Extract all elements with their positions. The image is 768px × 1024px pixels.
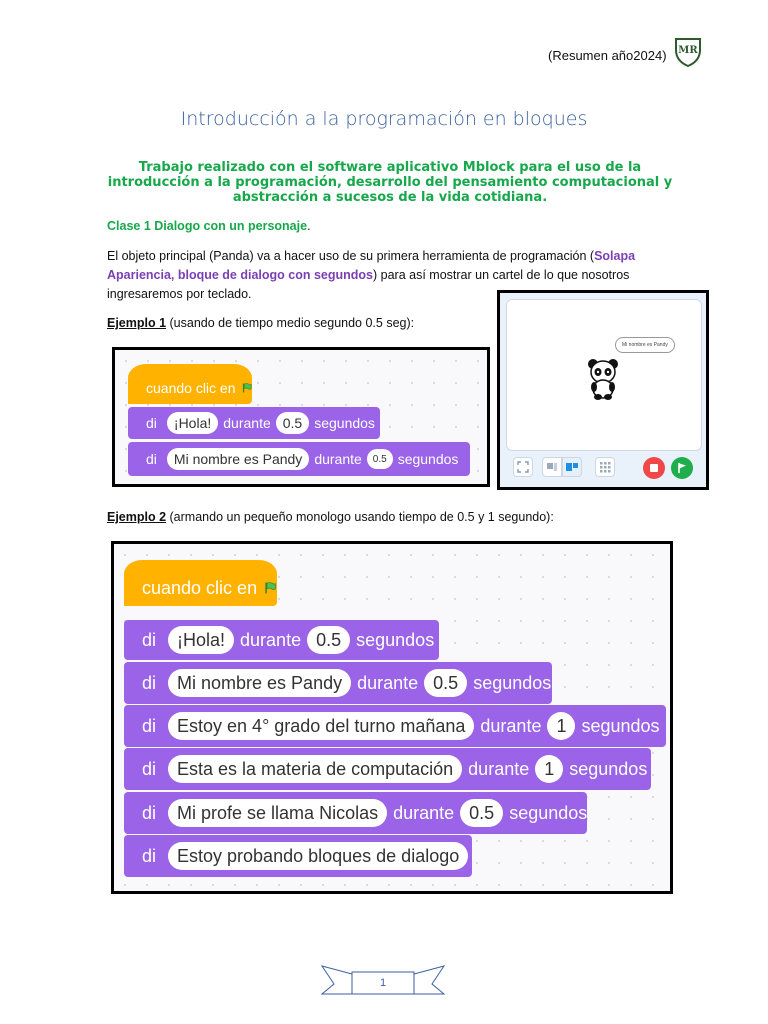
time-input[interactable]: 1: [535, 755, 563, 783]
say-block-1[interactable]: di ¡Hola! durante 0.5 segundos: [128, 407, 380, 439]
time-input[interactable]: 0.5: [460, 799, 503, 827]
highlight-text: Solapa Apariencia, bloque de dialogo con segundos: [107, 249, 636, 282]
stop-button[interactable]: [643, 457, 665, 479]
example2-label: Ejemplo 2 (armando un pequeño monologo usando tiempo de 0.5 y 1 segundo):: [107, 510, 554, 524]
stop-icon: [643, 457, 665, 479]
say-block-1[interactable]: di ¡Hola! durante 0.5 segundos: [124, 620, 439, 660]
green-flag-icon: [241, 379, 252, 397]
time-input[interactable]: 0.5: [276, 412, 309, 434]
example1-label: Ejemplo 1 (usando de tiempo medio segundo 0.5 seg):: [107, 316, 415, 330]
page-title: Introducción a la programación en bloques: [180, 108, 588, 130]
say-block-6[interactable]: di Estoy probando bloques de dialogo: [124, 835, 472, 877]
page-number: 1: [379, 977, 387, 989]
fullscreen-icon: [514, 458, 532, 476]
fullscreen-button[interactable]: [513, 457, 533, 477]
say-block-2[interactable]: di Mi nombre es Pandy durante 0.5 segundos: [124, 662, 552, 704]
say-block-5[interactable]: di Mi profe se llama Nicolas durante 0.5 segundos: [124, 792, 587, 834]
say-text-input[interactable]: ¡Hola!: [168, 626, 234, 654]
say-text-input[interactable]: Estoy probando bloques de dialogo: [168, 842, 468, 870]
header-note: (Resumen año2024): [548, 48, 667, 63]
grid-icon: [596, 458, 614, 476]
green-flag-icon: [263, 577, 277, 599]
normal-stage-icon: [563, 458, 581, 476]
time-input[interactable]: 0.5: [307, 626, 350, 654]
green-flag-icon: [671, 457, 693, 479]
go-button[interactable]: [671, 457, 693, 479]
stage-panel: [497, 290, 709, 490]
code-panel-example2: [111, 541, 673, 894]
say-block-2[interactable]: di Mi nombre es Pandy durante 0.5 segundos: [128, 442, 470, 476]
normal-stage-button[interactable]: [562, 457, 582, 477]
speech-bubble: Mi nombre es Pandy: [615, 337, 675, 353]
say-text-input[interactable]: Mi nombre es Pandy: [167, 448, 309, 470]
hat-block[interactable]: cuando clic en: [128, 364, 252, 404]
say-text-input[interactable]: Estoy en 4° grado del turno mañana: [168, 712, 474, 740]
say-text-input[interactable]: Mi nombre es Pandy: [168, 669, 351, 697]
school-shield-logo: [674, 36, 702, 68]
logo-text: MR: [678, 45, 698, 56]
hat-block[interactable]: cuando clic en: [124, 560, 277, 606]
time-input[interactable]: 0.5: [424, 669, 467, 697]
stage-canvas: [506, 299, 702, 451]
say-block-4[interactable]: di Esta es la materia de computación durante 1 segundos: [124, 748, 651, 790]
say-text-input[interactable]: Esta es la materia de computación: [168, 755, 462, 783]
small-stage-icon: [543, 458, 561, 476]
grid-button[interactable]: [595, 457, 615, 477]
time-input[interactable]: 1: [547, 712, 575, 740]
say-text-input[interactable]: Mi profe se llama Nicolas: [168, 799, 387, 827]
subtitle: Trabajo realizado con el software aplicativo Mblock para el uso de la introducción a la programación, desarrollo del pensamiento computacional y abstracción a sucesos de la vida cotidiana.: [107, 160, 673, 205]
small-stage-button[interactable]: [542, 457, 562, 477]
class-title: Clase 1 Dialogo con un personaje.: [107, 219, 311, 233]
say-text-input[interactable]: ¡Hola!: [167, 412, 218, 434]
panda-sprite[interactable]: [587, 358, 619, 400]
time-input[interactable]: 0.5: [367, 449, 393, 469]
intro-paragraph: El objeto principal (Panda) va a hacer uso de su primera herramienta de programación (Solapa Apariencia, bloque de dialogo con segundos) para así mostrar un cartel de lo que nosotros ingresaremos por teclado.: [107, 249, 636, 301]
code-panel-example1: [112, 347, 490, 487]
say-block-3[interactable]: di Estoy en 4° grado del turno mañana durante 1 segundos: [124, 705, 666, 747]
